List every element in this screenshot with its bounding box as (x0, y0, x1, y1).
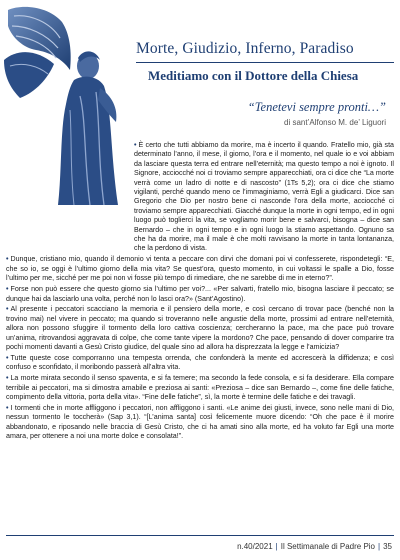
article-paragraph: • La morte mirata secondo il senso spaventa, e si fa temere; ma secondo la fede consola, e si fa desiderare. Ella compare terribile ai peccatori, ma si dimostra amabile e preziosa ai santi: «Preziosa – dice san Bernardo –, come fine delle fatiche, compimento della vittoria, porta della vita». “Fine delle fatiche”, sì, la morte è termine delle fatiche e dei travagli. (6, 374, 394, 402)
article-paragraph: • Al presente i peccatori scacciano la memoria e il pensiero della morte, e così cercano di trovar pace (benché non la trovino mai) nel vivere in peccato; ma quando si troveranno nelle angustie della morte, prossimi ad entrare nell’eternità, allora non possono sfuggire il tormento della loro cattiva coscienza; cercheranno la pace, ma che pace può trovare un’anima, ritrovandosi aggravata di colpe, che come tante vipere la mordono? Che pace, pensando di dover comparire tra pochi momenti davanti a Gesù Cristo giudice, del quale sino ad allora ha disprezzata la legge e l’amicizia? (6, 305, 394, 352)
bullet-icon: • (6, 353, 9, 362)
article-author: di sant’Alfonso M. de’ Liguori (284, 118, 386, 127)
section-title: Morte, Giudizio, Inferno, Paradiso (136, 40, 354, 57)
article-paragraph: • È certo che tutti abbiamo da morire, ma è incerto il quando. Fratello mio, già sta determinato l’anno, il mese, il giorno, l’ora e il momento, nel quale io e voi abbiam da lasciare questa terra ed entrare nell’eternità; ma questo tempo a noi è ignoto. Il Signore, acciocché noi ci troviamo sempre apparecchiati, ora ci dice che “La morte verrà come un ladro di notte e di nascosto” (1Ts 5,2); ora ci dice che stiamo vigilanti, perché quando meno ce l’immaginiamo, verrà Egli a giudicarci. Dice san Gregorio che Dio per nostro bene ci nasconde l’ora della morte, acciocché ci troviamo sempre apparecchiati. Giacché dunque la morte in ogni tempo, ed in ogni luogo può toglierci la vita, se vogliamo morir bene e salvarci, bisogna – dice san Bernardo – che in ogni tempo e in ogni luogo la stiamo aspettando. Ognuno sa che ha da morire, ma il male è che molti ravvisano la morte in tanta lontananza, che la perdono di vista. (134, 141, 394, 253)
page-number: 35 (383, 542, 392, 551)
bullet-icon: • (6, 305, 9, 314)
page-footer: n.40/2021 | Il Settimanale di Padre Pio | 35 (237, 542, 392, 551)
bullet-icon: • (6, 403, 9, 412)
issue-number: n.40/2021 (237, 542, 273, 551)
article-paragraph: • Tutte queste cose comporranno una tempesta orrenda, che confonderà la mente ed accrescerà la diffidenza; e così confuso e sconfidato, il moribondo passerà all’altra vita. (6, 353, 394, 372)
article-paragraph: • I tormenti che in morte affliggono i peccatori, non affliggono i santi. «Le anime dei giusti, invece, sono nelle mani di Dio, nessun tormento le toccherà» (Sap 3,1). “[L’anima santa] così felicemente muore dicendo: “Oh che pace è il morire abbandonato, e riposando nelle braccia di Gesù Cristo, che ci ha amati sino alla morte, ed ha voluto far Egli una morte amara, per ottenere a noi una morte dolce e consolata!”. (6, 403, 394, 441)
article-paragraph: • Forse non può essere che questo giorno sia l’ultimo per voi?... «Per salvarti, fratello mio, bisogna lasciare il peccato; se dunque hai da lasciarlo una volta, perché non lo lasci ora?» (Sant’Agostino). (6, 285, 394, 303)
bullet-icon: • (6, 374, 9, 383)
bullet-icon: • (6, 285, 9, 294)
footer-divider (6, 535, 394, 536)
article-body (6, 141, 394, 443)
article-paragraph: • Dunque, cristiano mio, quando il demonio vi tenta a peccare con dirvi che domani poi vi confesserete, rispondetegli: “E, che so io, se oggi è l’ultimo giorno della mia vita? Se quest’ora, questo momento, in cui voltassi le spalle a Dio, fosse l’ultimo per me, sicché per me poi non vi fosse più tempo di rimediare, che ne sarebbe di me in eterno?”. (6, 255, 394, 283)
section-subtitle: Meditiamo con il Dottore della Chiesa (148, 68, 359, 83)
title-divider (136, 62, 394, 63)
magazine-name: Il Settimanale di Padre Pio (280, 542, 376, 551)
article-title: “Tenetevi sempre pronti…” (247, 100, 386, 114)
bullet-icon: • (6, 255, 9, 264)
bullet-icon: • (134, 141, 137, 149)
